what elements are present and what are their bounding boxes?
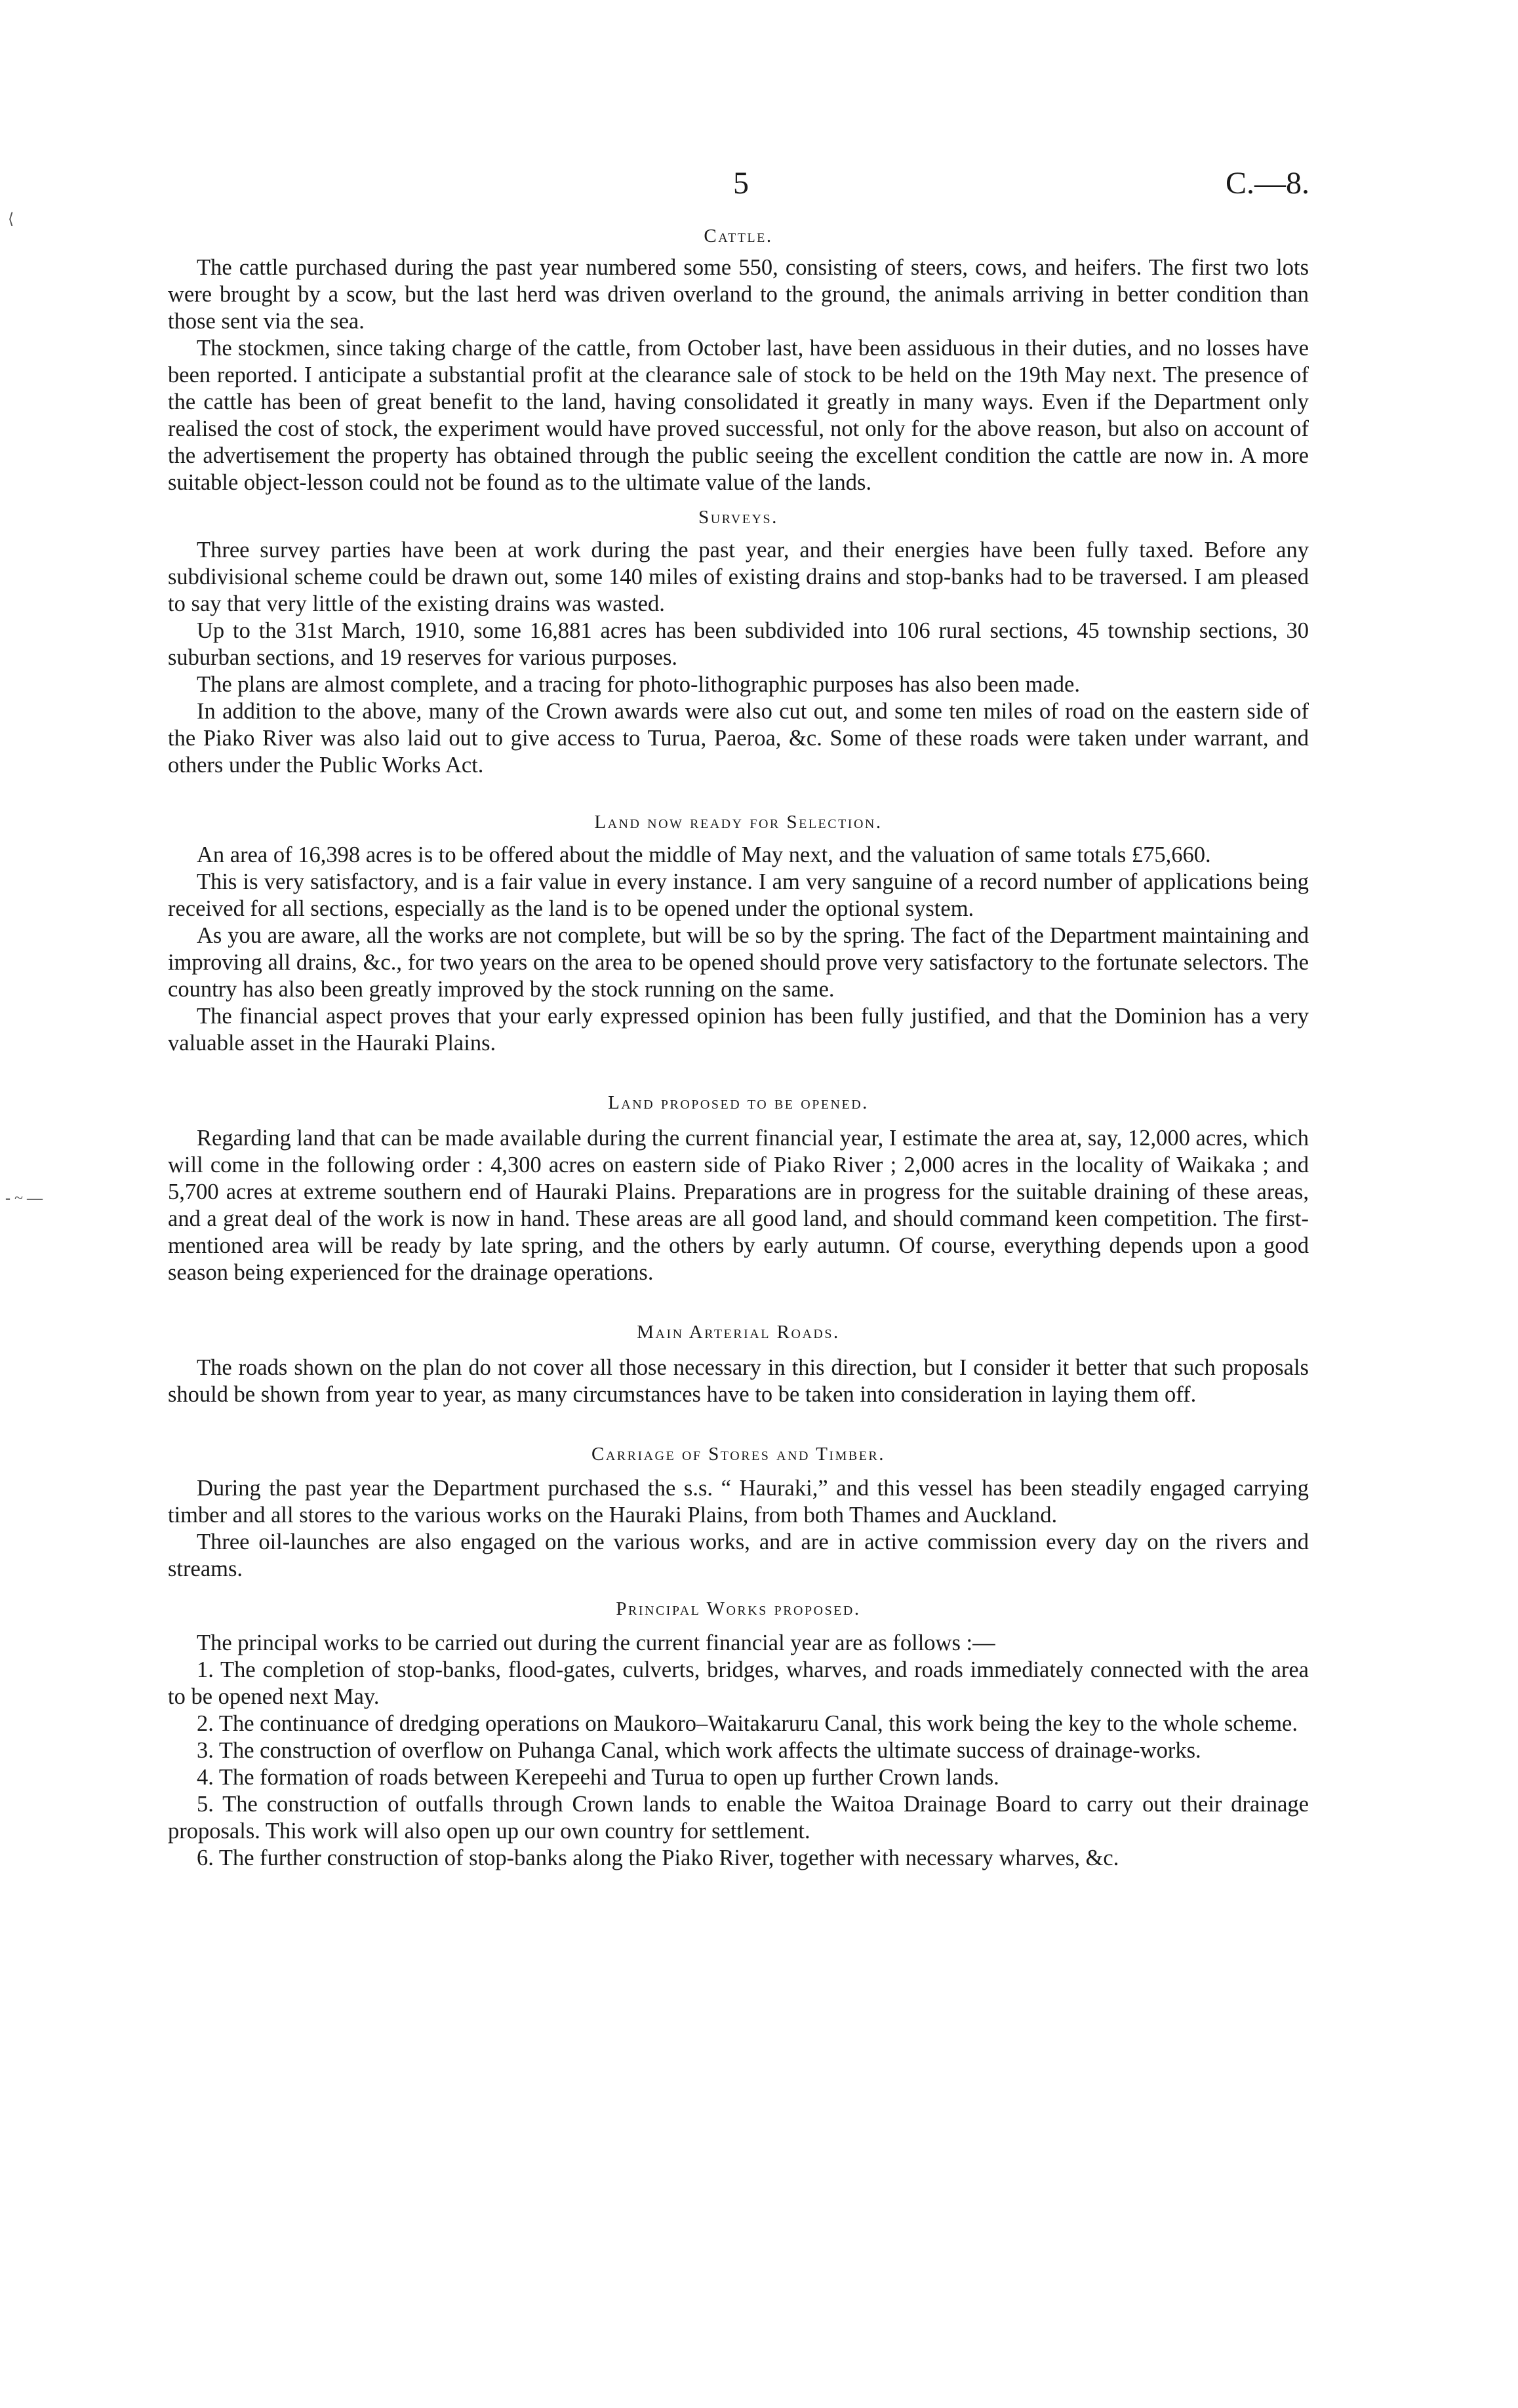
paragraph: This is very satisfactory, and is a fair value in every instance. I am very sanguine of a record number of applications being received for all sections, especially as the land is to be opened under the optional system. <box>168 869 1309 921</box>
paragraph: The cattle purchased during the past year numbered some 550, consisting of steers, cows, and heifers. The first two lots were brought by a scow, but the last herd was driven overland to the ground, the animals arriving in better condition than those sent via the sea. <box>168 255 1309 334</box>
paragraph: Up to the 31st March, 1910, some 16,881 acres has been subdivided into 106 rural sections, 45 township sections, 30 suburban sections, and 19 reserves for various purposes. <box>168 618 1309 670</box>
document-body <box>168 223 1309 1872</box>
paragraph: During the past year the Department purchased the s.s. “ Hauraki,” and this vessel has been steadily engaged carrying timber and all stores to the various works on the Hauraki Plains, from both Thames and Auckland. <box>168 1476 1309 1528</box>
page-number: 5 <box>733 166 749 201</box>
paragraph: An area of 16,398 acres is to be offered about the middle of May next, and the valuation of same totals £75,660. <box>197 842 1211 867</box>
document-reference: C.—8. <box>1225 166 1309 201</box>
paragraph: The financial aspect proves that your early expressed opinion has been fully justified, and that the Dominion has a very valuable asset in the Hauraki Plains. <box>168 1004 1309 1056</box>
list-item: 1. The completion of stop-banks, flood-gates, culverts, bridges, wharves, and roads immediately connected with the area to be opened next May. <box>168 1657 1309 1709</box>
section-heading-principal-works: Principal Works proposed. <box>616 1598 861 1619</box>
section-heading-arterial-roads: Main Arterial Roads. <box>637 1322 840 1343</box>
paragraph: As you are aware, all the works are not complete, but will be so by the spring. The fact of the Department maintaining and improving all drains, &c., for two years on the area to be opened should prove very satisfactory to the fortunate selectors. The country has also been greatly improved by the stock running on the same. <box>168 923 1309 1002</box>
paragraph: The stockmen, since taking charge of the cattle, from October last, have been assiduous in their duties, and no losses have been reported. I anticipate a substantial profit at the clearance sale of stock to be held on the 19th May next. The presence of the cattle has been of great benefit to the land, having consolidated it greatly in many ways. Even if the Department only realised the cost of stock, the experiment would have proved successful, not only for the above reason, but also on account of the advertisement the property has obtained through the public seeing the excellent condition the cattle are now in. A more suitable object-lesson could not be found as to the ultimate value of the lands. <box>168 336 1309 495</box>
section-heading-land-ready: Land now ready for Selection. <box>594 812 883 833</box>
section-heading-carriage: Carriage of Stores and Timber. <box>591 1444 885 1465</box>
paragraph: Three survey parties have been at work during the past year, and their energies have been fully taxed. Before any subdivisional scheme could be drawn out, some 140 miles of existing drains and stop-banks had to be traversed. I am pleased to say that very little of the existing drains was wasted. <box>168 538 1309 616</box>
list-item: 6. The further construction of stop-banks along the Piako River, together with necessary wharves, &c. <box>197 1845 1119 1870</box>
margin-mark: - ~ — <box>5 1190 43 1207</box>
paragraph: In addition to the above, many of the Crown awards were also cut out, and some ten miles of road on the eastern side of the Piako River was also laid out to give access to Turua, Paeroa, &c. Some of these roads were taken under warrant, and others under the Public Works Act. <box>168 699 1309 778</box>
list-item: 4. The formation of roads between Kerepeehi and Turua to open up further Crown lands. <box>197 1765 999 1790</box>
list-item: 5. The construction of outfalls through Crown lands to enable the Waitoa Drainage Board to carry out their drainage proposals. This work will also open up our own country for settlement. <box>168 1792 1309 1844</box>
paragraph: The roads shown on the plan do not cover all those necessary in this direction, but I consider it better that such proposals should be shown from year to year, as many circumstances have to be taken into consideration in laying them off. <box>168 1355 1309 1407</box>
paragraph: The principal works to be carried out during the current financial year are as follows :— <box>197 1630 995 1655</box>
margin-mark: ⟨ <box>8 211 14 228</box>
list-item: 3. The construction of overflow on Puhanga Canal, which work affects the ultimate success of drainage-works. <box>197 1738 1201 1763</box>
paragraph: The plans are almost complete, and a tracing for photo-lithographic purposes has also been made. <box>197 672 1080 697</box>
list-item: 2. The continuance of dredging operations on Maukoro–Waitakaruru Canal, this work being the key to the whole scheme. <box>197 1711 1298 1736</box>
section-heading-cattle: Cattle. <box>704 226 773 247</box>
paragraph: Regarding land that can be made available during the current financial year, I estimate the area at, say, 12,000 acres, which will come in the following order : 4,300 acres on eastern side of Piako River ; 2,000 acres in the locality of Waikaka ; and 5,700 acres at extreme southern end of Hauraki Plains. Preparations are in progress for the suitable draining of these areas, and a great deal of the work is now in hand. These areas are all good land, and should command keen competition. The first-mentioned area will be ready by late spring, and the others by early autumn. Of course, everything depends upon a good season being experienced for the drainage operations. <box>168 1126 1309 1285</box>
paragraph: Three oil-launches are also engaged on the various works, and are in active commission every day on the rivers and streams. <box>168 1530 1309 1581</box>
section-heading-land-proposed: Land proposed to be opened. <box>608 1092 869 1113</box>
section-heading-surveys: Surveys. <box>698 507 778 528</box>
